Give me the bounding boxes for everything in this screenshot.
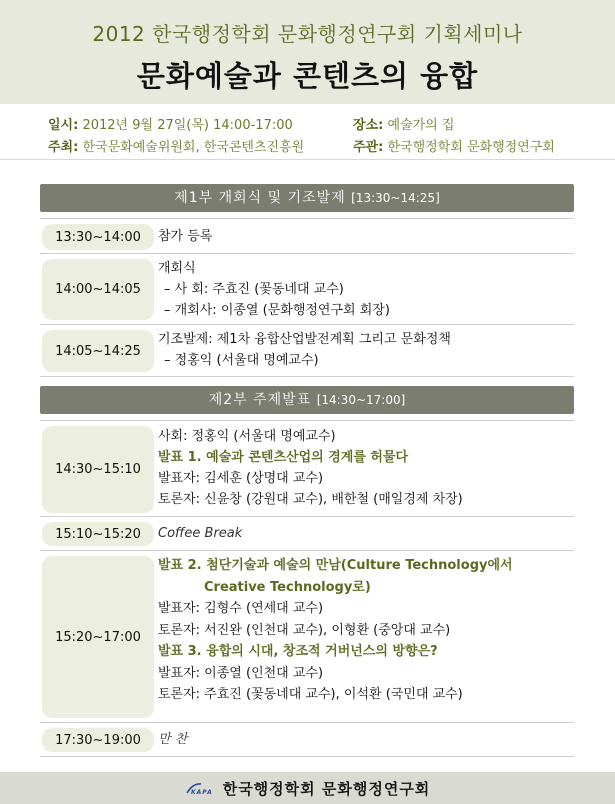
date-label: 일시: — [48, 118, 79, 133]
host-label: 주최: — [48, 140, 79, 155]
time-slot: 15:10~15:20 — [42, 522, 154, 546]
presenter: 발표자: 이종열 (인천대 교수) — [158, 665, 324, 681]
discussant: 토론자: 서진완 (인천대 교수), 이형환 (중앙대 교수) — [158, 622, 451, 638]
schedule-row — [40, 420, 574, 517]
schedule-row — [40, 325, 574, 377]
presenter: 발표자: 김세훈 (상명대 교수) — [158, 471, 324, 486]
coffee-break: Coffee Break — [158, 526, 243, 541]
kapa-logo-icon — [185, 781, 217, 795]
schedule-row — [40, 551, 574, 723]
organizer-label: 주관: — [353, 140, 384, 155]
presentation-topic: 발표 3. 융합의 시대, 창조적 거버넌스의 방향은? — [158, 644, 438, 659]
part2-title: 제2부 주제발표 — [208, 392, 312, 408]
place-value: 예술가의 집 — [387, 118, 455, 133]
time-slot: 14:00~14:05 — [42, 259, 154, 320]
schedule-row — [40, 723, 574, 757]
host-info — [48, 136, 304, 155]
header — [0, 0, 615, 104]
seminar-subtitle: 2012 한국행정학회 문화행정연구회 기획세미나 — [92, 22, 523, 46]
part2-time: [14:30~17:00] — [316, 393, 406, 407]
dinner: 만 찬 — [158, 732, 188, 747]
date-info — [48, 114, 293, 133]
schedule-item: 개회식 — [158, 261, 196, 276]
schedule-item: 기조발제: 제1차 융합산업발전계획 그리고 문화정책 — [158, 332, 451, 347]
presentation-topic: 발표 1. 예술과 콘텐츠산업의 경계를 허물다 — [158, 450, 409, 465]
time-slot: 15:20~17:00 — [42, 556, 154, 718]
presenter: 발표자: 김형수 (연세대 교수) — [158, 601, 324, 616]
time-slot: 13:30~14:00 — [42, 224, 154, 250]
seminar-title: 문화예술과 콘텐츠의 융합 — [136, 59, 479, 93]
date-value: 2012년 9월 27일(목) 14:00-17:00 — [82, 118, 293, 133]
host-value: 한국문화예술위원회, 한국콘텐츠진흥원 — [82, 140, 305, 155]
footer-org: 한국행정학회 문화행정연구회 — [222, 779, 431, 798]
time-slot: 17:30~19:00 — [42, 728, 154, 752]
organizer-value: 한국행정학회 문화행정연구회 — [387, 140, 555, 155]
schedule-item: – 사 회: 주효진 (꽃동네대 교수) — [164, 282, 344, 297]
part2-header — [40, 386, 574, 414]
presentation-topic-cont: Creative Technology로) — [204, 579, 371, 595]
schedule-item: 참가 등록 — [158, 229, 213, 244]
part1-time: [13:30~14:25] — [351, 191, 440, 205]
schedule-row — [40, 254, 574, 325]
organizer-info — [353, 136, 555, 155]
schedule-item: – 개회사: 이종열 (문화행정연구회 회장) — [164, 303, 390, 318]
part1-title: 제1부 개회식 및 기조발제 — [174, 190, 346, 206]
place-info — [353, 114, 454, 133]
moderator: 사회: 정홍익 (서울대 명예교수) — [158, 429, 336, 444]
time-slot: 14:05~14:25 — [42, 330, 154, 372]
discussant: 토론자: 주효진 (꽃동네대 교수), 이석환 (국민대 교수) — [158, 687, 463, 702]
place-label: 장소: — [353, 118, 384, 133]
schedule-item: – 정홍익 (서울대 명예교수) — [164, 353, 319, 368]
footer — [0, 772, 615, 804]
event-info — [0, 104, 615, 160]
part1-header — [40, 184, 574, 212]
schedule-row — [40, 218, 574, 254]
discussant: 토론자: 신윤창 (강원대 교수), 배한철 (매일경제 차장) — [158, 492, 463, 507]
time-slot: 14:30~15:10 — [42, 426, 154, 513]
svg-text:KAPA: KAPA — [190, 789, 213, 795]
schedule-row — [40, 517, 574, 551]
presentation-topic: 발표 2. 첨단기술과 예술의 만남(Culture Technology에서 — [158, 558, 513, 573]
